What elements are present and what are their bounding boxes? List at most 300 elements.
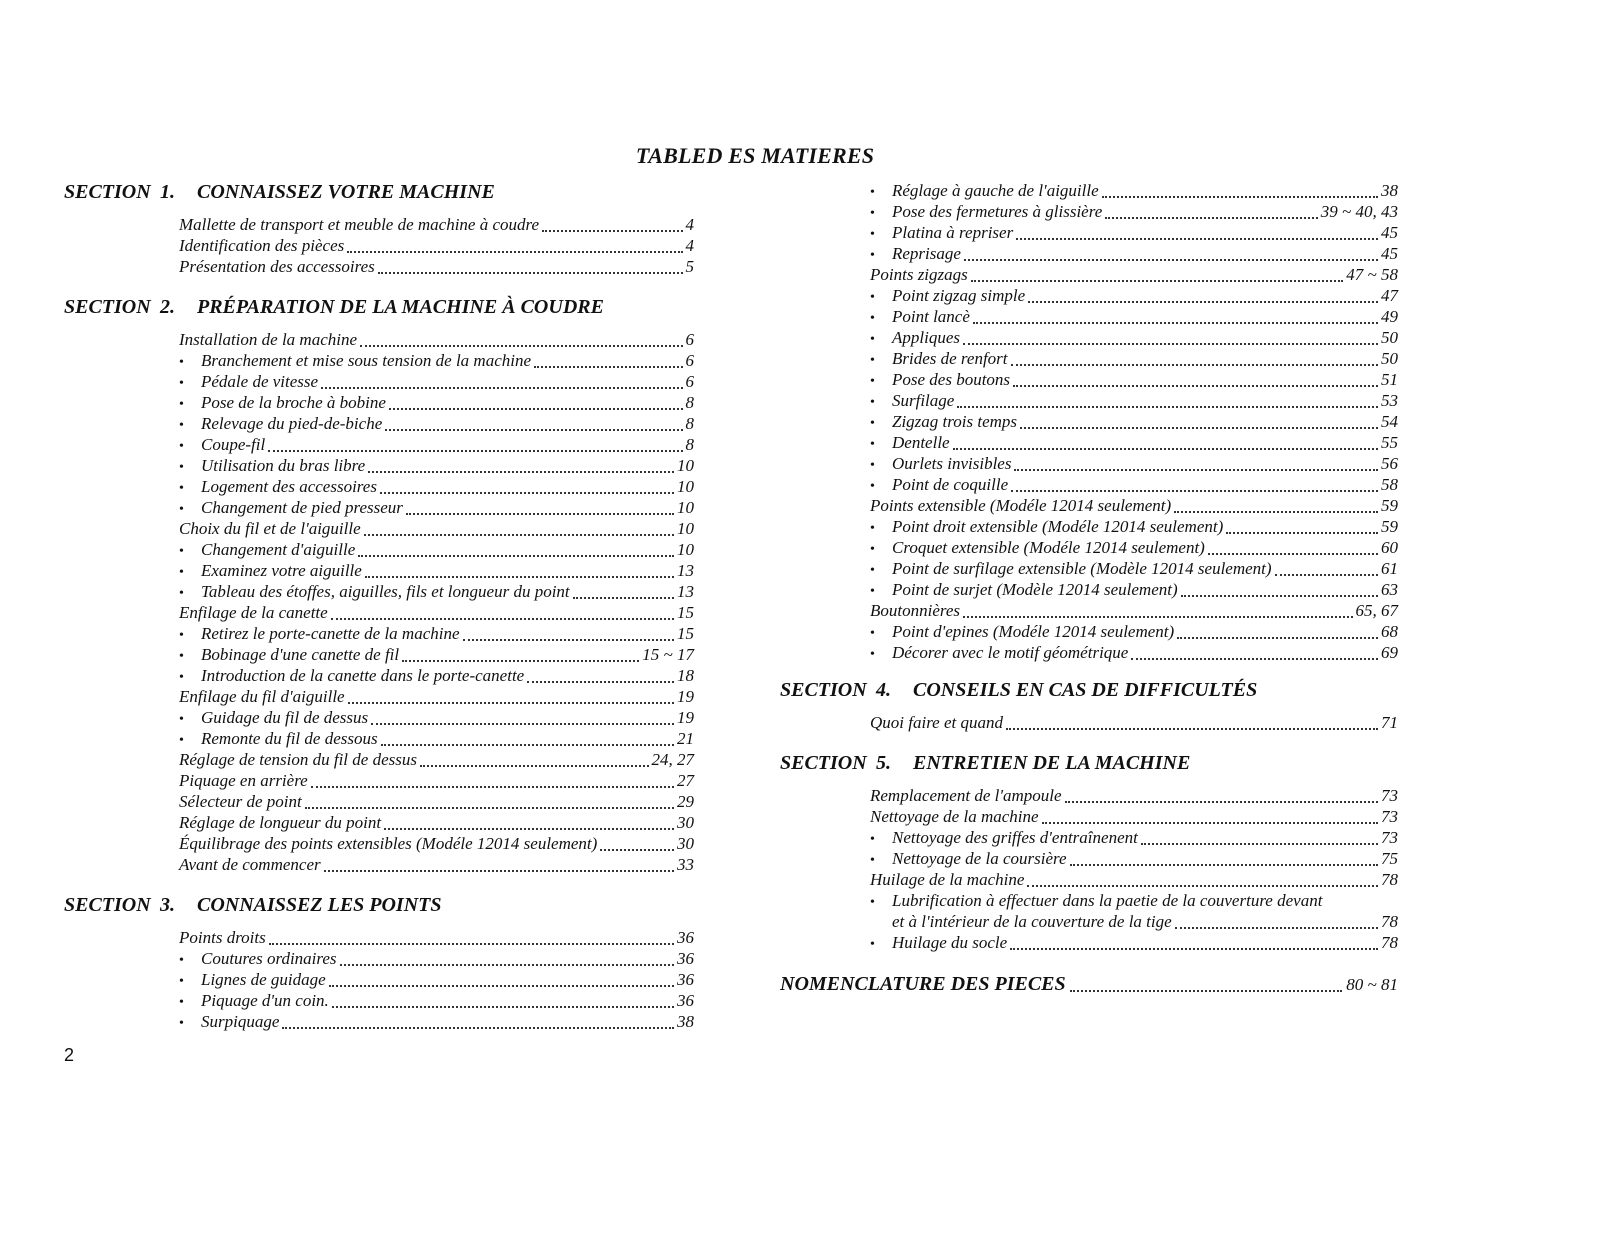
bullet-icon: •: [870, 647, 875, 662]
section-label: SECTION: [64, 181, 151, 203]
bullet-icon: •: [179, 439, 184, 454]
page-number: 2: [64, 1045, 75, 1065]
bullet-icon: •: [179, 712, 184, 727]
section-label: SECTION: [780, 679, 867, 701]
section-heading: [64, 893, 694, 917]
toc-entry-label: Logement des accessoires: [201, 477, 377, 496]
nomenclature-entry: [780, 971, 1398, 997]
toc-entry-label: Branchement et mise sous tension de la machine: [201, 351, 532, 370]
dot-leader: [1275, 574, 1378, 576]
bullet-icon: •: [179, 418, 184, 433]
toc-entry: [870, 201, 1398, 222]
toc-entry: [179, 833, 694, 854]
toc-entry-label: Croquet extensible (Modéle 12014 seulement): [892, 538, 1205, 557]
toc-entry: [179, 927, 694, 948]
toc-entry: [870, 848, 1398, 869]
bullet-icon: •: [179, 953, 184, 968]
dot-leader: [1020, 427, 1378, 429]
toc-entry-label: Identification des pièces: [179, 236, 345, 255]
toc-entry-label: Réglage à gauche de l'aiguille: [892, 181, 1099, 200]
dot-leader: [340, 964, 674, 966]
toc-entry-page: 50: [1381, 328, 1398, 347]
toc-entry: [870, 911, 1398, 932]
toc-entry: [179, 644, 694, 665]
toc-entry: [870, 712, 1398, 733]
dot-leader: [406, 513, 674, 515]
toc-entry-label: Huilage du socle: [892, 933, 1008, 952]
section-number: 3.: [160, 894, 175, 916]
dot-leader: [360, 345, 682, 347]
toc-entry-page: 6: [685, 372, 694, 391]
toc-entry: [870, 180, 1398, 201]
toc-entry-label: Enfilage du fil d'aiguille: [179, 687, 345, 706]
toc-entry-label: et à l'intérieur de la couverture de la tige: [892, 912, 1172, 931]
dot-leader: [332, 1006, 674, 1008]
dot-leader: [963, 343, 1378, 345]
bullet-icon: •: [870, 563, 875, 578]
toc-entry: [179, 329, 694, 350]
toc-entry: [870, 369, 1398, 390]
dot-leader: [384, 828, 674, 830]
dot-leader: [282, 1027, 674, 1029]
toc-entry-page: 51: [1381, 370, 1398, 389]
toc-entry-page: 18: [677, 666, 694, 685]
toc-entry-page: 21: [677, 729, 694, 748]
toc-entry: [870, 390, 1398, 411]
bullet-icon: •: [870, 248, 875, 263]
toc-entry-label: Boutonnières: [870, 601, 961, 620]
bullet-icon: •: [870, 458, 875, 473]
toc-entry-label: Point de coquille: [892, 475, 1009, 494]
dot-leader: [964, 259, 1378, 261]
bullet-icon: •: [870, 437, 875, 452]
bullet-icon: •: [870, 521, 875, 536]
toc-entry: [179, 235, 694, 256]
toc-entry-page: 38: [1381, 181, 1398, 200]
toc-entry-label: Choix du fil et de l'aiguille: [179, 519, 361, 538]
dot-leader: [963, 616, 1352, 618]
dot-leader: [573, 597, 674, 599]
section-title: CONNAISSEZ LES POINTS: [197, 894, 442, 916]
toc-entry-page: 73: [1381, 786, 1398, 805]
section-number: 1.: [160, 181, 175, 203]
bullet-icon: •: [179, 670, 184, 685]
bullet-icon: •: [179, 481, 184, 496]
toc-entry-label: Dentelle: [892, 433, 950, 452]
dot-leader: [368, 471, 674, 473]
section-entries: [179, 214, 694, 277]
bullet-icon: •: [870, 479, 875, 494]
toc-entry-page: 73: [1381, 828, 1398, 847]
dot-leader: [1011, 364, 1378, 366]
toc-entry-page: 71: [1381, 713, 1398, 732]
toc-entry-page: 50: [1381, 349, 1398, 368]
dot-leader: [542, 230, 682, 232]
dot-leader: [1177, 637, 1378, 639]
toc-entry-page: 10: [677, 477, 694, 496]
toc-entry: [179, 812, 694, 833]
dot-leader: [1208, 553, 1378, 555]
toc-entry: [179, 623, 694, 644]
toc-entry-label: Huilage de la machine: [870, 870, 1025, 889]
toc-entry-label: Ourlets invisibles: [892, 454, 1012, 473]
toc-entry-label: Point droit extensible (Modéle 12014 seulement): [892, 517, 1224, 536]
toc-entry-label: Présentation des accessoires: [179, 257, 375, 276]
section-heading: [780, 751, 1398, 775]
bullet-icon: •: [870, 584, 875, 599]
toc-entry: [870, 537, 1398, 558]
toc-entry-page: 10: [677, 519, 694, 538]
bullet-icon: •: [870, 542, 875, 557]
toc-entry-page: 65, 67: [1355, 601, 1398, 620]
dot-leader: [365, 576, 674, 578]
bullet-icon: •: [179, 460, 184, 475]
bullet-icon: •: [179, 1016, 184, 1031]
dot-leader: [381, 744, 674, 746]
toc-entry-label: Mallette de transport et meuble de machine à coudre: [179, 215, 540, 234]
dot-leader: [953, 448, 1378, 450]
toc-entry: [179, 969, 694, 990]
toc-entry: [179, 256, 694, 277]
toc-entry-label: Reprisage: [892, 244, 961, 263]
toc-entry-label: Pédale de vitesse: [201, 372, 319, 391]
toc-entry-label: Avant de commencer: [179, 855, 321, 874]
toc-entry-label: Changement d'aiguille: [201, 540, 356, 559]
toc-entry: [870, 579, 1398, 600]
toc-entry: [179, 602, 694, 623]
toc-entry: [179, 413, 694, 434]
bullet-icon: •: [870, 332, 875, 347]
bullet-icon: •: [870, 374, 875, 389]
toc-entry-label: Point de surfilage extensible (Modèle 12014 seulement): [892, 559, 1272, 578]
toc-entry-label: Points droits: [179, 928, 266, 947]
dot-leader: [324, 870, 674, 872]
toc-entry-page: 45: [1381, 244, 1398, 263]
toc-entry-page: 19: [677, 687, 694, 706]
toc-left-column: [64, 180, 694, 1032]
toc-entry-page: 56: [1381, 454, 1398, 473]
toc-entry-label: Réglage de tension du fil de dessus: [179, 750, 417, 769]
toc-entry-label: Point d'epines (Modéle 12014 seulement): [892, 622, 1175, 641]
dot-leader: [311, 786, 674, 788]
toc-entry-page: 10: [677, 498, 694, 517]
dot-leader: [331, 618, 674, 620]
toc-entry-page: 15 ~ 17: [642, 645, 694, 664]
toc-entry-label: Sélecteur de point: [179, 792, 302, 811]
dot-leader: [1181, 595, 1378, 597]
toc-entry-label: Équilibrage des points extensibles (Modéle 12014 seulement): [179, 834, 598, 853]
toc-entry: [870, 869, 1398, 890]
toc-entry-label: Relevage du pied-de-biche: [201, 414, 383, 433]
toc-entry-label: Platina à repriser: [892, 223, 1014, 242]
toc-entry: [870, 806, 1398, 827]
toc-entry-page: 68: [1381, 622, 1398, 641]
section-heading: [780, 678, 1398, 702]
toc-entry-label: Utilisation du bras libre: [201, 456, 366, 475]
toc-section: [64, 180, 694, 277]
toc-entry-page: 19: [677, 708, 694, 727]
toc-entry: [179, 749, 694, 770]
toc-entry-page: 78: [1381, 933, 1398, 952]
toc-entry: [870, 600, 1398, 621]
toc-entry: [179, 214, 694, 235]
toc-entry: [179, 476, 694, 497]
toc-section: [780, 678, 1398, 733]
toc-entry: [179, 707, 694, 728]
dot-leader: [1070, 990, 1343, 992]
section-label: SECTION: [64, 296, 151, 318]
dot-leader: [1131, 658, 1378, 660]
toc-right-column: [780, 180, 1398, 997]
dot-leader: [1105, 217, 1318, 219]
toc-entry: [870, 348, 1398, 369]
toc-entry: [870, 932, 1398, 953]
bullet-icon: •: [870, 937, 875, 952]
dot-leader: [347, 251, 682, 253]
dot-leader: [971, 280, 1344, 282]
toc-entry: [870, 306, 1398, 327]
toc-entry-label: Piquage en arrière: [179, 771, 308, 790]
toc-entry-page: 8: [685, 414, 694, 433]
toc-entry-page: 13: [677, 561, 694, 580]
dot-leader: [1028, 301, 1378, 303]
toc-entry-label: Bobinage d'une canette de fil: [201, 645, 400, 664]
dot-leader: [329, 985, 674, 987]
toc-entry-page: 29: [677, 792, 694, 811]
toc-entry-label: Pose de la broche à bobine: [201, 393, 386, 412]
toc-entry: [179, 990, 694, 1011]
toc-entry-page: 15: [677, 624, 694, 643]
toc-entry: [870, 495, 1398, 516]
toc-entry-page: 59: [1381, 496, 1398, 515]
toc-entry: [870, 243, 1398, 264]
section-heading: [64, 295, 694, 319]
toc-entry-label: Surfilage: [892, 391, 955, 410]
toc-entry: [870, 453, 1398, 474]
bullet-icon: •: [870, 416, 875, 431]
dot-leader: [358, 555, 674, 557]
bullet-icon: •: [870, 895, 875, 910]
toc-entry-page: 27: [677, 771, 694, 790]
toc-entry: [870, 222, 1398, 243]
dot-leader: [1014, 469, 1378, 471]
dot-leader: [378, 272, 683, 274]
dot-leader: [957, 406, 1378, 408]
dot-leader: [1010, 948, 1378, 950]
dot-leader: [385, 429, 682, 431]
section-title: ENTRETIEN DE LA MACHINE: [913, 752, 1191, 774]
dot-leader: [1042, 822, 1378, 824]
bullet-icon: •: [179, 974, 184, 989]
toc-section: [64, 295, 694, 875]
section-label: SECTION: [780, 752, 867, 774]
toc-entry: [179, 539, 694, 560]
toc-entry: [179, 686, 694, 707]
toc-entry-label: Brides de renfort: [892, 349, 1008, 368]
toc-entry-page: 63: [1381, 580, 1398, 599]
toc-entry-label: Point de surjet (Modèle 12014 seulement): [892, 580, 1178, 599]
toc-entry-page: 24, 27: [651, 750, 694, 769]
section-number: 5.: [876, 752, 891, 774]
toc-entry: [870, 558, 1398, 579]
toc-entry-label: Décorer avec le motif géométrique: [892, 643, 1129, 662]
toc-entry-page: 59: [1381, 517, 1398, 536]
section-entries: [870, 712, 1398, 733]
toc-entry: [870, 516, 1398, 537]
bullet-icon: •: [179, 733, 184, 748]
toc-entry-label: Surpiquage: [201, 1012, 280, 1031]
toc-entry: [870, 327, 1398, 348]
toc-entry-page: 36: [677, 991, 694, 1010]
toc-entry-page: 47: [1381, 286, 1398, 305]
toc-entry-label: Quoi faire et quand: [870, 713, 1003, 732]
toc-entry-page: 30: [677, 834, 694, 853]
toc-entry-label: Pose des fermetures à glissière: [892, 202, 1103, 221]
toc-entry-label: Réglage de longueur du point: [179, 813, 382, 832]
toc-entry-page: 47 ~ 58: [1346, 265, 1398, 284]
toc-entry-label: Coupe-fil: [201, 435, 266, 454]
toc-entry: [179, 434, 694, 455]
section-number: 2.: [160, 296, 175, 318]
toc-entry: [870, 285, 1398, 306]
toc-entry-page: 38: [677, 1012, 694, 1031]
toc-entry-label: Piquage d'un coin.: [201, 991, 329, 1010]
dot-leader: [1016, 238, 1378, 240]
dot-leader: [371, 723, 674, 725]
nomenclature-page: 80 ~ 81: [1346, 975, 1398, 994]
bullet-icon: •: [870, 626, 875, 641]
toc-entry-page: 33: [677, 855, 694, 874]
toc-entry: [179, 518, 694, 539]
toc-section: [64, 893, 694, 1032]
bullet-icon: •: [870, 353, 875, 368]
toc-entry-page: 60: [1381, 538, 1398, 557]
dot-leader: [348, 702, 674, 704]
bullet-icon: •: [179, 565, 184, 580]
dot-leader: [1027, 885, 1378, 887]
toc-entry-page: 13: [677, 582, 694, 601]
section-title: CONSEILS EN CAS DE DIFFICULTÉS: [913, 679, 1258, 701]
dot-leader: [527, 681, 674, 683]
toc-entry-label: Nettoyage des griffes d'entraînenent: [892, 828, 1138, 847]
toc-entry: [870, 827, 1398, 848]
dot-leader: [420, 765, 649, 767]
toc-entry-label: Changement de pied presseur: [201, 498, 403, 517]
section-label: SECTION: [64, 894, 151, 916]
toc-entry: [870, 264, 1398, 285]
bullet-icon: •: [870, 395, 875, 410]
toc-entry: [179, 770, 694, 791]
dot-leader: [1070, 864, 1378, 866]
toc-entry-page: 53: [1381, 391, 1398, 410]
dot-leader: [1175, 927, 1378, 929]
dot-leader: [380, 492, 674, 494]
page-title: TABLED ES MATIERES: [635, 143, 875, 168]
dot-leader: [402, 660, 639, 662]
toc-entry-page: 4: [685, 236, 694, 255]
dot-leader: [1011, 490, 1378, 492]
bullet-icon: •: [179, 355, 184, 370]
toc-entry-page: 30: [677, 813, 694, 832]
toc-entry-label: Points zigzags: [870, 265, 968, 284]
toc-entry-label: Zigzag trois temps: [892, 412, 1018, 431]
toc-entry-page: 6: [685, 351, 694, 370]
toc-entry-page: 54: [1381, 412, 1398, 431]
toc-entry: [870, 642, 1398, 663]
toc-entry-page: 10: [677, 456, 694, 475]
dot-leader: [973, 322, 1378, 324]
toc-entry-label: Point zigzag simple: [892, 286, 1026, 305]
section-entries: [179, 329, 694, 875]
toc-entry: [179, 371, 694, 392]
section-entries: [870, 785, 1398, 953]
toc-entry: [179, 350, 694, 371]
toc-section: [780, 751, 1398, 953]
bullet-icon: •: [870, 832, 875, 847]
toc-entry-page: 78: [1381, 870, 1398, 889]
dot-leader: [463, 639, 674, 641]
toc-entry: [179, 791, 694, 812]
bullet-icon: •: [179, 586, 184, 601]
bullet-icon: •: [179, 544, 184, 559]
dot-leader: [305, 807, 674, 809]
toc-entry: [179, 392, 694, 413]
section-number: 4.: [876, 679, 891, 701]
dot-leader: [600, 849, 674, 851]
toc-entry-page: 49: [1381, 307, 1398, 326]
toc-entry-page: 39 ~ 40, 43: [1320, 202, 1398, 221]
dot-leader: [1174, 511, 1378, 513]
toc-entry-label: Lignes de guidage: [201, 970, 326, 989]
dot-leader: [269, 943, 674, 945]
toc-entry-page: 73: [1381, 807, 1398, 826]
toc-entry: [870, 474, 1398, 495]
nomenclature-label: NOMENCLATURE DES PIECES: [780, 973, 1066, 995]
bullet-icon: •: [179, 628, 184, 643]
toc-entry-label: Tableau des étoffes, aiguilles, fils et longueur du point: [201, 582, 570, 601]
dot-leader: [1141, 843, 1378, 845]
toc-entry: [870, 432, 1398, 453]
toc-entry-label: Pose des boutons: [892, 370, 1011, 389]
dot-leader: [1226, 532, 1378, 534]
toc-entry: [870, 785, 1398, 806]
toc-entry-label: Nettoyage de la coursière: [892, 849, 1067, 868]
toc-entry-label: Introduction de la canette dans le porte-canette: [201, 666, 525, 685]
toc-entry-label: Installation de la machine: [179, 330, 358, 349]
section-3-continued: [870, 180, 1398, 663]
bullet-icon: •: [179, 995, 184, 1010]
toc-entry-page: 36: [677, 949, 694, 968]
toc-entry: [870, 621, 1398, 642]
section-title: PRÉPARATION DE LA MACHINE À COUDRE: [197, 296, 604, 318]
toc-entry-label: Remonte du fil de dessous: [201, 729, 378, 748]
toc-entry-label: Points extensible (Modéle 12014 seulement): [870, 496, 1172, 515]
toc-entry-page: 8: [685, 393, 694, 412]
toc-entry-page: 58: [1381, 475, 1398, 494]
bullet-icon: •: [870, 227, 875, 242]
toc-entry-page: 61: [1381, 559, 1398, 578]
bullet-icon: •: [870, 290, 875, 305]
toc-entry-page: 69: [1381, 643, 1398, 662]
toc-entry: [179, 497, 694, 518]
toc-entry-label: Coutures ordinaires: [201, 949, 337, 968]
toc-entry-label: Examinez votre aiguille: [201, 561, 362, 580]
bullet-icon: •: [179, 376, 184, 391]
toc-entry-label: Point lancè: [892, 307, 970, 326]
dot-leader: [1006, 728, 1378, 730]
section-heading: [64, 180, 694, 204]
toc-entry-label: Nettoyage de la machine: [870, 807, 1039, 826]
